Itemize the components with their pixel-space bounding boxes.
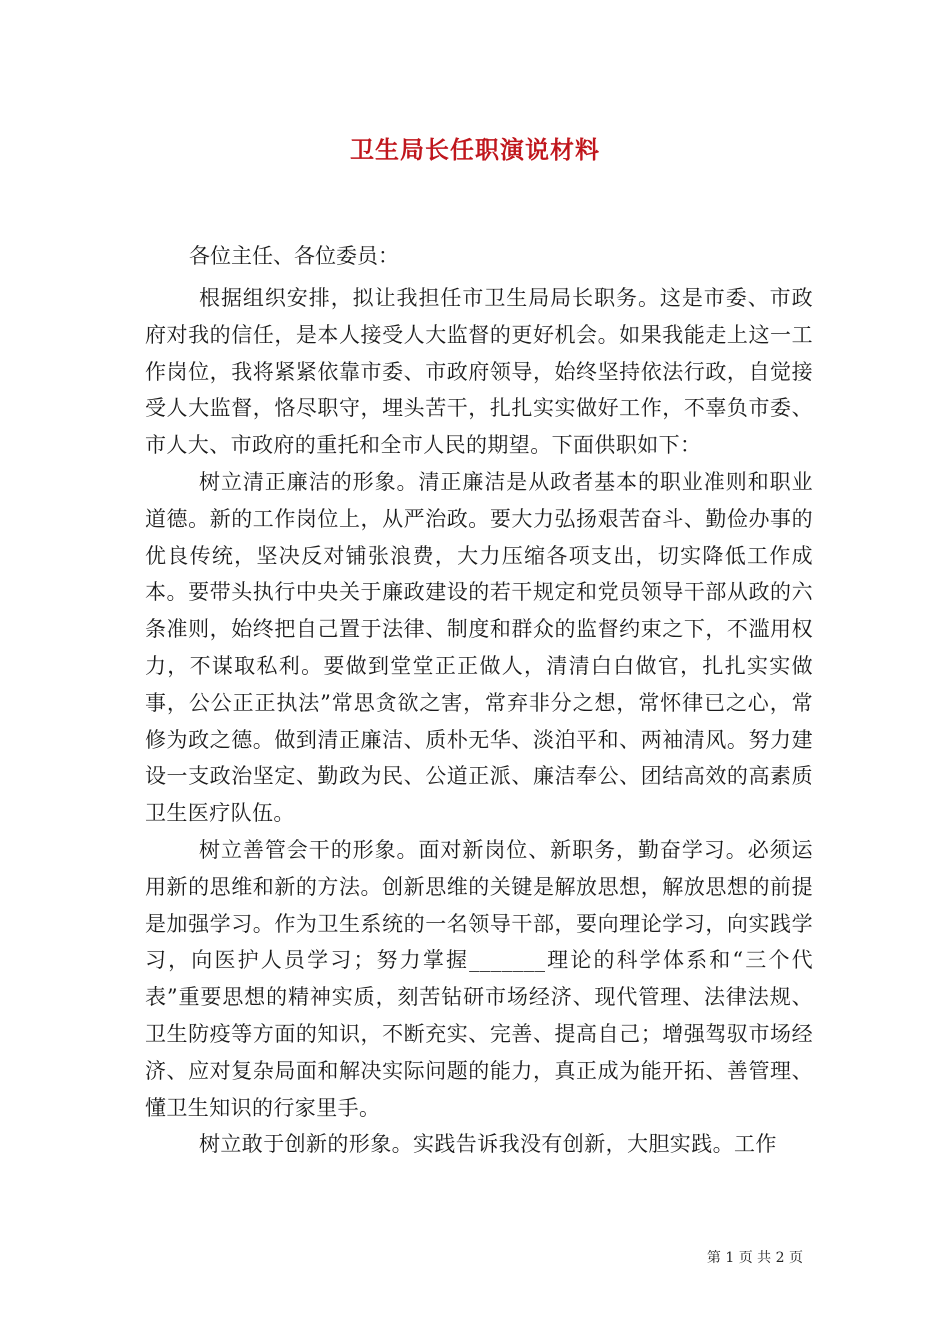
paragraph-integrity: 树立清正廉洁的形象。清正廉洁是从政者基本的职业准则和职业道德。新的工作岗位上，从严治政。要大力弘扬艰苦奋斗、勤俭办事的优良传统，坚决反对铺张浪费，大力压缩各项支出，切实降低工作成本。要带头执行中央关于廉政建设的若干规定和党员领导干部从政的六条准则，始终把自己置于法律、制度和群众的监督约束之下，不滥用权力，不谋取私利。要做到堂堂正正做人，清清白白做官，扎扎实实做事，公公正正执法”常思贪欲之害，常弃非分之想，常怀律已之心，常修为政之德。做到清正廉洁、质朴无华、淡泊平和、两袖清风。努力建设一支政治坚定、勤政为民、公道正派、廉洁奉公、团结高效的高素质卫生医疗队伍。 bbox=[145, 469, 813, 826]
document-title: 卫生局长任职演说材料 bbox=[350, 135, 600, 164]
paragraph-innovation: 树立敢于创新的形象。实践告诉我没有创新，大胆实践。工作 bbox=[199, 1132, 777, 1157]
page-number-footer: 第 1 页 共 2 页 bbox=[706, 1250, 803, 1266]
document-body bbox=[145, 236, 813, 1163]
paragraph-management: 树立善管会干的形象。面对新岗位、新职务，勤奋学习。必须运用新的思维和新的方法。创新思维的关键是解放思想，解放思想的前提是加强学习。作为卫生系统的一名领导干部，要向理论学习，向实践学习，向医护人员学习；努力掌握_______理论的科学体系和“三个代表”重要思想的精神实质，刻苦钻研市场经济、现代管理、法律法规、卫生防疫等方面的知识，不断充实、完善、提高自己；增强驾驭市场经济、应对复杂局面和解决实际问题的能力，真正成为能开拓、善管理、懂卫生知识的行家里手。 bbox=[145, 837, 813, 1120]
salutation: 各位主任、各位委员： bbox=[189, 244, 399, 268]
paragraph-intro: 根据组织安排，拟让我担任市卫生局局长职务。这是市委、市政府对我的信任，是本人接受人大监督的更好机会。如果我能走上这一工作岗位，我将紧紧依靠市委、市政府领导，始终坚持依法行政，自觉接受人大监督，恪尽职守，埋头苦干，扎扎实实做好工作，不辜负市委、市人大、市政府的重托和全市人民的期望。下面供职如下： bbox=[145, 286, 813, 458]
